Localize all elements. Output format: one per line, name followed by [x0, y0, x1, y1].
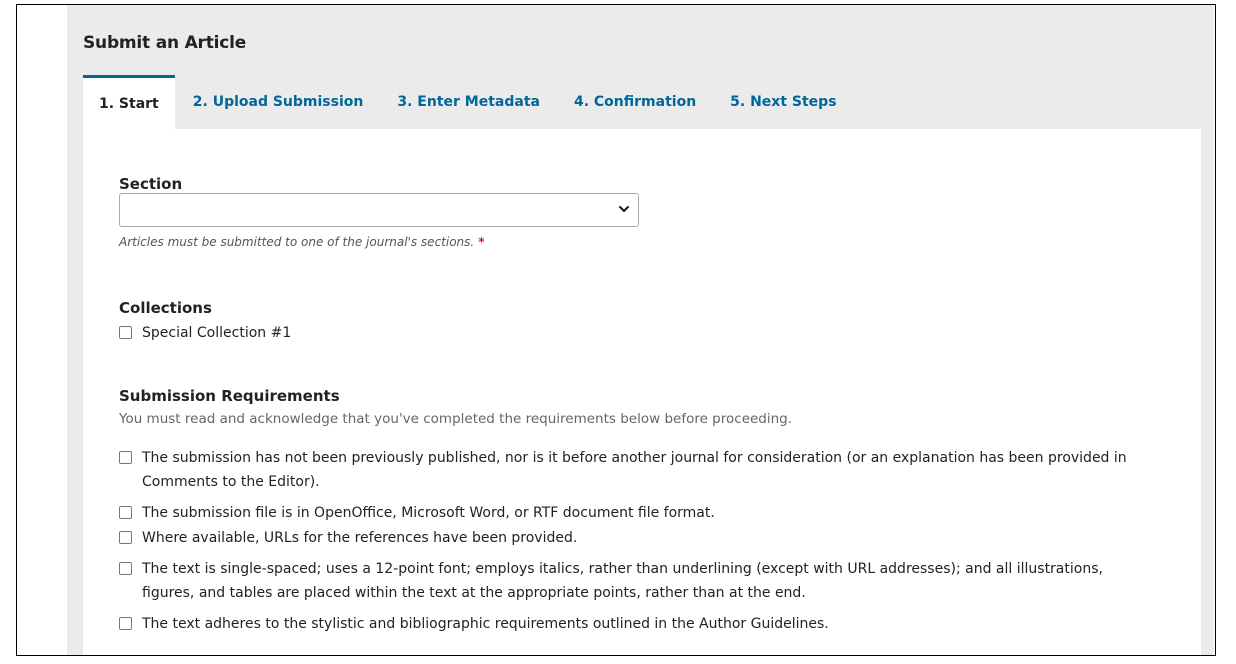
tab-confirmation[interactable]: 4. Confirmation [573, 94, 697, 110]
requirement-item[interactable] [119, 612, 1149, 636]
requirements-label: Submission Requirements [119, 387, 340, 405]
tab-enter-metadata[interactable]: 3. Enter Metadata [397, 94, 540, 110]
collection-item[interactable] [119, 321, 1149, 345]
tab-start[interactable]: 1. Start [83, 75, 175, 129]
requirement-item-label: The text is single-spaced; uses a 12-point font; employs italics, rather than underlining (except with URL addresses); and all illustrations, figures, and tables are placed within the text at the appropriate points, rather than at the end. [142, 561, 1103, 601]
requirement-item-label: The text adheres to the stylistic and bibliographic requirements outlined in the Author Guidelines. [142, 616, 829, 632]
collection-checkbox[interactable] [119, 326, 132, 339]
requirement-checkbox[interactable] [119, 531, 132, 544]
collection-item-label: Special Collection #1 [142, 325, 292, 341]
requirement-checkbox[interactable] [119, 562, 132, 575]
requirement-checkbox[interactable] [119, 617, 132, 630]
requirement-checkbox[interactable] [119, 506, 132, 519]
page-title: Submit an Article [83, 33, 247, 53]
wizard-tabs [83, 75, 853, 129]
requirement-item-label: Where available, URLs for the references have been provided. [142, 530, 578, 546]
required-marker: * [478, 235, 485, 249]
requirement-item-label: The submission file is in OpenOffice, Microsoft Word, or RTF document file format. [142, 505, 715, 521]
requirement-item[interactable] [119, 501, 1149, 525]
requirement-checkbox[interactable] [119, 451, 132, 464]
section-select[interactable] [119, 193, 639, 227]
browser-frame [16, 4, 1216, 656]
requirement-item-label: The submission has not been previously published, nor is it before another journal for consideration (or an explanation has been provided in Comments to the Editor). [142, 450, 1127, 490]
tab-next-steps[interactable]: 5. Next Steps [730, 94, 837, 110]
requirement-item[interactable] [119, 526, 1149, 550]
requirement-item[interactable] [119, 446, 1149, 494]
collections-label: Collections [119, 299, 212, 317]
submission-panel [67, 5, 1214, 656]
section-help-text: Articles must be submitted to one of the journal's sections. * [119, 235, 485, 249]
section-label: Section [119, 175, 183, 193]
chevron-down-icon [618, 203, 630, 215]
requirement-item[interactable] [119, 557, 1149, 605]
start-tab-content [83, 129, 1201, 656]
requirements-intro: You must read and acknowledge that you've completed the requirements below before proceeding. [119, 411, 793, 427]
tab-upload-submission[interactable]: 2. Upload Submission [192, 94, 364, 110]
